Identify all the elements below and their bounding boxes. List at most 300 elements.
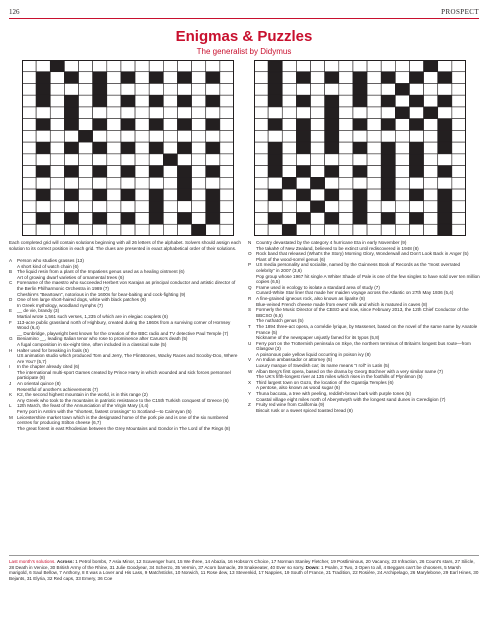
grid-cell[interactable]: [220, 213, 234, 225]
grid-cell[interactable]: [192, 201, 206, 213]
grid-cell[interactable]: [424, 201, 438, 213]
grid-cell[interactable]: [36, 177, 50, 189]
grid-cell[interactable]: [353, 177, 367, 189]
grid-cell[interactable]: [206, 154, 220, 166]
grid-cell[interactable]: [395, 142, 409, 154]
grid-cell[interactable]: [163, 201, 177, 213]
grid-cell[interactable]: [163, 107, 177, 119]
grid-cell[interactable]: [79, 72, 93, 84]
grid-cell[interactable]: [22, 201, 36, 213]
grid-cell[interactable]: [409, 201, 423, 213]
grid-cell[interactable]: [438, 154, 452, 166]
grid-cell[interactable]: [282, 213, 296, 225]
grid-cell[interactable]: [22, 224, 36, 236]
grid-cell[interactable]: [135, 201, 149, 213]
grid-cell[interactable]: [220, 72, 234, 84]
grid-cell[interactable]: [282, 95, 296, 107]
grid-cell[interactable]: [325, 60, 339, 72]
grid-cell[interactable]: [409, 130, 423, 142]
grid-cell[interactable]: [50, 224, 64, 236]
grid-cell[interactable]: [438, 60, 452, 72]
grid-cell[interactable]: [424, 166, 438, 178]
grid-cell[interactable]: [93, 107, 107, 119]
grid-cell[interactable]: [452, 177, 466, 189]
grid-cell[interactable]: [220, 177, 234, 189]
grid-cell[interactable]: [452, 60, 466, 72]
grid-cell[interactable]: [254, 107, 268, 119]
grid-cell[interactable]: [135, 154, 149, 166]
grid-cell[interactable]: [79, 83, 93, 95]
grid-cell[interactable]: [50, 83, 64, 95]
grid-cell[interactable]: [220, 201, 234, 213]
grid-cell[interactable]: [381, 107, 395, 119]
grid-cell[interactable]: [395, 72, 409, 84]
grid-cell[interactable]: [163, 166, 177, 178]
grid-cell[interactable]: [135, 177, 149, 189]
grid-cell[interactable]: [296, 177, 310, 189]
grid-cell[interactable]: [107, 166, 121, 178]
grid-cell[interactable]: [452, 154, 466, 166]
grid-cell[interactable]: [22, 72, 36, 84]
grid-cell[interactable]: [149, 224, 163, 236]
grid-cell[interactable]: [206, 130, 220, 142]
grid-cell[interactable]: [206, 177, 220, 189]
grid-cell[interactable]: [135, 119, 149, 131]
grid-cell[interactable]: [339, 189, 353, 201]
grid-cell[interactable]: [177, 154, 191, 166]
grid-cell[interactable]: [121, 154, 135, 166]
grid-cell[interactable]: [50, 119, 64, 131]
grid-cell[interactable]: [220, 166, 234, 178]
grid-cell[interactable]: [192, 177, 206, 189]
grid-cell[interactable]: [395, 189, 409, 201]
grid-cell[interactable]: [192, 166, 206, 178]
grid-cell[interactable]: [424, 142, 438, 154]
grid-cell[interactable]: [93, 201, 107, 213]
grid-cell[interactable]: [254, 189, 268, 201]
grid-cell[interactable]: [149, 177, 163, 189]
grid-cell[interactable]: [64, 201, 78, 213]
grid-cell[interactable]: [50, 72, 64, 84]
grid-cell[interactable]: [381, 201, 395, 213]
grid-cell[interactable]: [121, 130, 135, 142]
grid-cell[interactable]: [64, 154, 78, 166]
grid-cell[interactable]: [395, 213, 409, 225]
grid-cell[interactable]: [50, 107, 64, 119]
grid-cell[interactable]: [339, 130, 353, 142]
grid-cell[interactable]: [107, 95, 121, 107]
grid-cell[interactable]: [79, 119, 93, 131]
grid-cell[interactable]: [424, 83, 438, 95]
grid-cell[interactable]: [135, 130, 149, 142]
crossword-grid-right[interactable]: [254, 60, 466, 236]
grid-cell[interactable]: [36, 154, 50, 166]
grid-cell[interactable]: [282, 119, 296, 131]
grid-cell[interactable]: [121, 177, 135, 189]
grid-cell[interactable]: [282, 154, 296, 166]
grid-cell[interactable]: [135, 107, 149, 119]
grid-cell[interactable]: [177, 60, 191, 72]
grid-cell[interactable]: [64, 177, 78, 189]
grid-cell[interactable]: [424, 154, 438, 166]
grid-cell[interactable]: [135, 60, 149, 72]
grid-cell[interactable]: [135, 95, 149, 107]
grid-cell[interactable]: [93, 154, 107, 166]
grid-cell[interactable]: [79, 189, 93, 201]
grid-cell[interactable]: [452, 213, 466, 225]
grid-cell[interactable]: [107, 177, 121, 189]
grid-cell[interactable]: [220, 107, 234, 119]
grid-cell[interactable]: [395, 130, 409, 142]
grid-cell[interactable]: [367, 107, 381, 119]
grid-cell[interactable]: [192, 60, 206, 72]
grid-cell[interactable]: [22, 60, 36, 72]
grid-cell[interactable]: [79, 154, 93, 166]
grid-cell[interactable]: [79, 213, 93, 225]
grid-cell[interactable]: [192, 189, 206, 201]
grid-cell[interactable]: [311, 213, 325, 225]
grid-cell[interactable]: [163, 119, 177, 131]
grid-cell[interactable]: [135, 224, 149, 236]
grid-cell[interactable]: [206, 83, 220, 95]
grid-cell[interactable]: [325, 83, 339, 95]
grid-cell[interactable]: [192, 95, 206, 107]
grid-cell[interactable]: [438, 107, 452, 119]
grid-cell[interactable]: [107, 83, 121, 95]
grid-cell[interactable]: [424, 224, 438, 236]
grid-cell[interactable]: [254, 142, 268, 154]
grid-cell[interactable]: [367, 166, 381, 178]
grid-cell[interactable]: [192, 119, 206, 131]
grid-cell[interactable]: [268, 201, 282, 213]
grid-cell[interactable]: [64, 60, 78, 72]
grid-cell[interactable]: [22, 107, 36, 119]
grid-cell[interactable]: [452, 72, 466, 84]
grid-cell[interactable]: [268, 130, 282, 142]
grid-cell[interactable]: [177, 224, 191, 236]
grid-cell[interactable]: [409, 177, 423, 189]
grid-cell[interactable]: [254, 224, 268, 236]
grid-cell[interactable]: [220, 83, 234, 95]
grid-cell[interactable]: [22, 177, 36, 189]
grid-cell[interactable]: [367, 119, 381, 131]
grid-cell[interactable]: [135, 142, 149, 154]
grid-cell[interactable]: [353, 224, 367, 236]
grid-cell[interactable]: [177, 201, 191, 213]
grid-cell[interactable]: [22, 154, 36, 166]
grid-cell[interactable]: [206, 107, 220, 119]
grid-cell[interactable]: [107, 130, 121, 142]
grid-cell[interactable]: [367, 177, 381, 189]
grid-cell[interactable]: [22, 95, 36, 107]
grid-cell[interactable]: [192, 142, 206, 154]
grid-cell[interactable]: [163, 177, 177, 189]
grid-cell[interactable]: [311, 119, 325, 131]
grid-cell[interactable]: [22, 166, 36, 178]
grid-cell[interactable]: [282, 60, 296, 72]
grid-cell[interactable]: [192, 107, 206, 119]
grid-cell[interactable]: [339, 72, 353, 84]
grid-cell[interactable]: [381, 60, 395, 72]
grid-cell[interactable]: [325, 177, 339, 189]
grid-cell[interactable]: [282, 72, 296, 84]
grid-cell[interactable]: [177, 107, 191, 119]
grid-cell[interactable]: [452, 201, 466, 213]
grid-cell[interactable]: [424, 119, 438, 131]
grid-cell[interactable]: [438, 83, 452, 95]
grid-cell[interactable]: [254, 154, 268, 166]
grid-cell[interactable]: [121, 60, 135, 72]
grid-cell[interactable]: [50, 154, 64, 166]
grid-cell[interactable]: [149, 130, 163, 142]
grid-cell[interactable]: [206, 224, 220, 236]
grid-cell[interactable]: [149, 83, 163, 95]
grid-cell[interactable]: [395, 60, 409, 72]
grid-cell[interactable]: [36, 130, 50, 142]
grid-cell[interactable]: [107, 224, 121, 236]
grid-cell[interactable]: [282, 130, 296, 142]
grid-cell[interactable]: [395, 95, 409, 107]
grid-cell[interactable]: [50, 130, 64, 142]
grid-cell[interactable]: [395, 201, 409, 213]
grid-cell[interactable]: [367, 201, 381, 213]
grid-cell[interactable]: [282, 83, 296, 95]
grid-cell[interactable]: [254, 213, 268, 225]
grid-cell[interactable]: [367, 189, 381, 201]
grid-cell[interactable]: [192, 154, 206, 166]
grid-cell[interactable]: [254, 130, 268, 142]
grid-cell[interactable]: [395, 119, 409, 131]
grid-cell[interactable]: [50, 166, 64, 178]
grid-cell[interactable]: [282, 166, 296, 178]
grid-cell[interactable]: [254, 119, 268, 131]
grid-cell[interactable]: [409, 60, 423, 72]
grid-cell[interactable]: [395, 177, 409, 189]
grid-cell[interactable]: [339, 60, 353, 72]
grid-cell[interactable]: [107, 72, 121, 84]
grid-cell[interactable]: [367, 154, 381, 166]
grid-cell[interactable]: [79, 107, 93, 119]
grid-cell[interactable]: [311, 154, 325, 166]
grid-cell[interactable]: [325, 201, 339, 213]
grid-cell[interactable]: [50, 95, 64, 107]
grid-cell[interactable]: [311, 189, 325, 201]
grid-cell[interactable]: [339, 224, 353, 236]
grid-cell[interactable]: [163, 130, 177, 142]
grid-cell[interactable]: [107, 142, 121, 154]
grid-cell[interactable]: [367, 213, 381, 225]
grid-cell[interactable]: [206, 60, 220, 72]
grid-cell[interactable]: [163, 224, 177, 236]
grid-cell[interactable]: [149, 107, 163, 119]
grid-cell[interactable]: [367, 95, 381, 107]
grid-cell[interactable]: [311, 107, 325, 119]
grid-cell[interactable]: [282, 189, 296, 201]
grid-cell[interactable]: [311, 83, 325, 95]
grid-cell[interactable]: [79, 60, 93, 72]
grid-cell[interactable]: [452, 107, 466, 119]
grid-cell[interactable]: [192, 130, 206, 142]
grid-cell[interactable]: [22, 83, 36, 95]
grid-cell[interactable]: [36, 107, 50, 119]
grid-cell[interactable]: [395, 224, 409, 236]
grid-cell[interactable]: [107, 154, 121, 166]
grid-cell[interactable]: [367, 83, 381, 95]
grid-cell[interactable]: [64, 130, 78, 142]
grid-cell[interactable]: [121, 83, 135, 95]
grid-cell[interactable]: [254, 95, 268, 107]
grid-cell[interactable]: [192, 72, 206, 84]
grid-cell[interactable]: [268, 177, 282, 189]
grid-cell[interactable]: [296, 107, 310, 119]
grid-cell[interactable]: [409, 224, 423, 236]
grid-cell[interactable]: [254, 166, 268, 178]
grid-cell[interactable]: [339, 154, 353, 166]
grid-cell[interactable]: [107, 107, 121, 119]
grid-cell[interactable]: [409, 83, 423, 95]
grid-cell[interactable]: [409, 107, 423, 119]
grid-cell[interactable]: [296, 154, 310, 166]
grid-cell[interactable]: [381, 224, 395, 236]
grid-cell[interactable]: [282, 107, 296, 119]
grid-cell[interactable]: [192, 213, 206, 225]
grid-cell[interactable]: [339, 166, 353, 178]
grid-cell[interactable]: [107, 60, 121, 72]
grid-cell[interactable]: [64, 83, 78, 95]
grid-cell[interactable]: [452, 83, 466, 95]
grid-cell[interactable]: [79, 95, 93, 107]
grid-cell[interactable]: [254, 72, 268, 84]
grid-cell[interactable]: [254, 83, 268, 95]
grid-cell[interactable]: [254, 177, 268, 189]
grid-cell[interactable]: [325, 224, 339, 236]
grid-cell[interactable]: [107, 201, 121, 213]
grid-cell[interactable]: [36, 201, 50, 213]
grid-cell[interactable]: [79, 142, 93, 154]
grid-cell[interactable]: [220, 142, 234, 154]
grid-cell[interactable]: [268, 224, 282, 236]
grid-cell[interactable]: [93, 224, 107, 236]
grid-cell[interactable]: [149, 60, 163, 72]
grid-cell[interactable]: [121, 201, 135, 213]
grid-cell[interactable]: [296, 60, 310, 72]
grid-cell[interactable]: [79, 201, 93, 213]
grid-cell[interactable]: [50, 142, 64, 154]
grid-cell[interactable]: [438, 177, 452, 189]
grid-cell[interactable]: [339, 119, 353, 131]
grid-cell[interactable]: [311, 95, 325, 107]
grid-cell[interactable]: [353, 107, 367, 119]
grid-cell[interactable]: [163, 60, 177, 72]
grid-cell[interactable]: [177, 130, 191, 142]
grid-cell[interactable]: [311, 224, 325, 236]
grid-cell[interactable]: [452, 166, 466, 178]
grid-cell[interactable]: [220, 119, 234, 131]
grid-cell[interactable]: [424, 130, 438, 142]
grid-cell[interactable]: [452, 189, 466, 201]
grid-cell[interactable]: [79, 177, 93, 189]
grid-cell[interactable]: [163, 72, 177, 84]
grid-cell[interactable]: [325, 154, 339, 166]
grid-cell[interactable]: [22, 119, 36, 131]
grid-cell[interactable]: [36, 60, 50, 72]
grid-cell[interactable]: [311, 60, 325, 72]
grid-cell[interactable]: [282, 142, 296, 154]
grid-cell[interactable]: [254, 60, 268, 72]
grid-cell[interactable]: [163, 142, 177, 154]
grid-cell[interactable]: [296, 201, 310, 213]
grid-cell[interactable]: [36, 224, 50, 236]
grid-cell[interactable]: [135, 166, 149, 178]
grid-cell[interactable]: [121, 224, 135, 236]
grid-cell[interactable]: [367, 60, 381, 72]
grid-cell[interactable]: [452, 119, 466, 131]
grid-cell[interactable]: [296, 224, 310, 236]
grid-cell[interactable]: [424, 213, 438, 225]
grid-cell[interactable]: [367, 72, 381, 84]
grid-cell[interactable]: [93, 177, 107, 189]
grid-cell[interactable]: [135, 189, 149, 201]
grid-cell[interactable]: [339, 201, 353, 213]
grid-cell[interactable]: [107, 189, 121, 201]
grid-cell[interactable]: [395, 154, 409, 166]
grid-cell[interactable]: [220, 224, 234, 236]
grid-cell[interactable]: [296, 83, 310, 95]
grid-cell[interactable]: [50, 201, 64, 213]
grid-cell[interactable]: [163, 95, 177, 107]
grid-cell[interactable]: [22, 213, 36, 225]
grid-cell[interactable]: [353, 154, 367, 166]
grid-cell[interactable]: [339, 83, 353, 95]
grid-cell[interactable]: [121, 107, 135, 119]
grid-cell[interactable]: [220, 154, 234, 166]
grid-cell[interactable]: [64, 224, 78, 236]
grid-cell[interactable]: [22, 189, 36, 201]
grid-cell[interactable]: [220, 189, 234, 201]
grid-cell[interactable]: [163, 213, 177, 225]
grid-cell[interactable]: [367, 224, 381, 236]
grid-cell[interactable]: [220, 95, 234, 107]
grid-cell[interactable]: [311, 166, 325, 178]
grid-cell[interactable]: [93, 130, 107, 142]
grid-cell[interactable]: [107, 213, 121, 225]
grid-cell[interactable]: [311, 130, 325, 142]
grid-cell[interactable]: [282, 201, 296, 213]
grid-cell[interactable]: [220, 60, 234, 72]
grid-cell[interactable]: [50, 213, 64, 225]
grid-cell[interactable]: [135, 83, 149, 95]
grid-cell[interactable]: [311, 72, 325, 84]
grid-cell[interactable]: [22, 130, 36, 142]
grid-cell[interactable]: [22, 142, 36, 154]
grid-cell[interactable]: [220, 130, 234, 142]
grid-cell[interactable]: [107, 119, 121, 131]
grid-cell[interactable]: [50, 189, 64, 201]
grid-cell[interactable]: [339, 177, 353, 189]
grid-cell[interactable]: [339, 142, 353, 154]
grid-cell[interactable]: [452, 142, 466, 154]
grid-cell[interactable]: [424, 72, 438, 84]
grid-cell[interactable]: [163, 189, 177, 201]
grid-cell[interactable]: [50, 177, 64, 189]
grid-cell[interactable]: [177, 83, 191, 95]
grid-cell[interactable]: [149, 154, 163, 166]
grid-cell[interactable]: [79, 224, 93, 236]
grid-cell[interactable]: [192, 83, 206, 95]
grid-cell[interactable]: [424, 177, 438, 189]
grid-cell[interactable]: [311, 142, 325, 154]
grid-cell[interactable]: [424, 95, 438, 107]
